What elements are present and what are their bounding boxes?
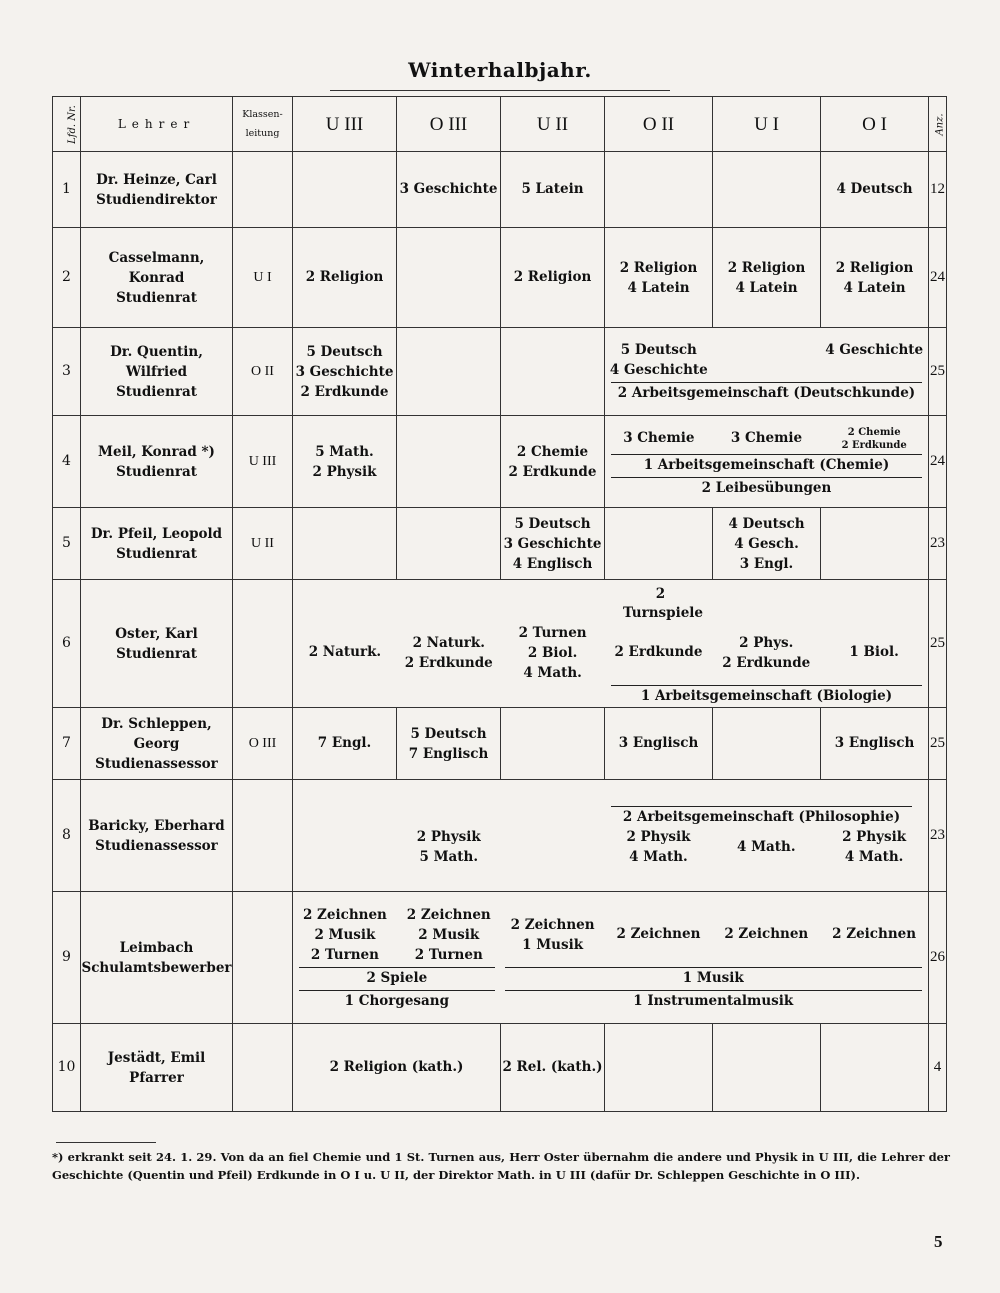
lesson: 4 Geschichte xyxy=(609,362,708,378)
class-lead xyxy=(233,1024,293,1112)
hours-total: 25 xyxy=(929,328,947,416)
joint-lesson: 2 Turnspiele xyxy=(623,585,704,621)
lesson: 4 Englisch xyxy=(512,555,593,572)
cell-u3-o1 xyxy=(293,892,929,1024)
lesson: 2 Erdkunde xyxy=(508,463,597,480)
cell-u3: 7 Engl. xyxy=(293,708,397,780)
teacher-role: Studienrat xyxy=(116,545,197,562)
class-lead xyxy=(233,580,293,708)
cell-o1: 3 Englisch xyxy=(821,708,929,780)
page-number: 5 xyxy=(934,1232,943,1251)
header-class-u3: U III xyxy=(293,97,397,152)
cell-o1 xyxy=(820,827,928,867)
lesson: 5 Math. xyxy=(419,849,479,865)
teacher-cell xyxy=(81,1024,233,1112)
class-lead: O III xyxy=(233,708,293,780)
cell-u2 xyxy=(501,708,605,780)
cell-u2 xyxy=(501,508,605,580)
table-row xyxy=(53,708,947,780)
lesson: 2 Musik xyxy=(418,926,480,943)
lesson: 5 Deutsch xyxy=(620,342,697,358)
footnote-rule xyxy=(56,1142,156,1143)
row-number: 2 xyxy=(53,228,81,328)
row-number: 5 xyxy=(53,508,81,580)
lesson: 2 Naturk. xyxy=(412,634,485,651)
joint-lesson: 1 Chorgesang xyxy=(299,990,495,1011)
lesson: 2 Erdkunde xyxy=(841,439,907,451)
lesson: 2 Religion xyxy=(727,259,806,276)
lesson: 2 Religion xyxy=(619,259,698,276)
lesson: 2 Physik xyxy=(312,463,377,480)
class-lead: O II xyxy=(233,328,293,416)
header-klassenleitung: Klassen-leitung xyxy=(233,97,293,152)
cell-u2 xyxy=(501,416,605,508)
cell-o3 xyxy=(397,905,501,965)
class-lead: U II xyxy=(233,508,293,580)
lesson: 2 Zeichnen xyxy=(302,906,387,923)
cell-u3 xyxy=(293,152,397,228)
cell-o3: 3 Geschichte xyxy=(397,152,501,228)
teacher-cell xyxy=(81,228,233,328)
teacher-role: Studiendirektor xyxy=(96,191,217,208)
lesson: 2 Zeichnen xyxy=(406,906,491,923)
lesson: 2 Religion xyxy=(835,259,914,276)
lesson: 3 Geschichte xyxy=(503,535,602,552)
lesson: 2 Physik xyxy=(842,829,907,845)
teacher-cell xyxy=(81,416,233,508)
page-title: Winterhalbjahr. xyxy=(408,58,592,82)
teacher-name: Casselmann, Konrad xyxy=(108,249,205,286)
cell-o2 xyxy=(605,340,713,380)
lesson: 5 Deutsch xyxy=(306,343,383,360)
lesson: 2 Physik xyxy=(416,829,481,845)
teacher-cell xyxy=(81,508,233,580)
teacher-cell xyxy=(81,328,233,416)
table-row xyxy=(53,416,947,508)
lesson: 5 Deutsch xyxy=(410,725,487,742)
cell-o3 xyxy=(397,328,501,416)
cell-o2 xyxy=(605,1024,713,1112)
cell-o3 xyxy=(397,633,501,673)
joint-lesson: 1 Instrumentalmusik xyxy=(505,990,922,1011)
lesson: 2 Zeichnen xyxy=(510,916,595,933)
cell-u3: 2 Religion xyxy=(293,228,397,328)
joint-block-right xyxy=(605,965,928,1011)
cell-u1 xyxy=(713,152,821,228)
row-number: 10 xyxy=(53,1024,81,1112)
cell-u3 xyxy=(293,416,397,508)
cell-u1 xyxy=(712,633,820,673)
cell-u1 xyxy=(713,508,821,580)
lesson: 2 Erdkunde xyxy=(404,654,493,671)
joint-block-left xyxy=(293,965,501,1011)
cell-u1 xyxy=(713,228,821,328)
table-row xyxy=(53,1024,947,1112)
cell-u2: 2 Rel. (kath.) xyxy=(501,1024,605,1112)
cell-u3: 2 Naturk. xyxy=(308,644,382,660)
cell-u1 xyxy=(713,708,821,780)
cell-o2-o1 xyxy=(605,328,929,416)
cell-u1: 2 Zeichnen xyxy=(724,926,809,942)
hours-total: 26 xyxy=(929,892,947,1024)
lesson: 2 Turnen xyxy=(518,624,587,641)
cell-o3 xyxy=(397,228,501,328)
cell-o3 xyxy=(397,508,501,580)
table-row xyxy=(53,228,947,328)
lesson: 7 Englisch xyxy=(408,745,489,762)
lesson: 3 Geschichte xyxy=(295,363,394,380)
teacher-role: Pfarrer xyxy=(129,1069,184,1086)
teacher-role: Studienrat xyxy=(116,289,197,306)
lesson: 2 Chemie xyxy=(516,443,589,460)
hours-total: 25 xyxy=(929,580,947,708)
cell-u3-o3: 2 Religion (kath.) xyxy=(293,1024,501,1112)
cell-o2-o1 xyxy=(605,416,929,508)
cell-u2 xyxy=(501,915,605,955)
teacher-cell xyxy=(81,152,233,228)
header-class-u1: U I xyxy=(713,97,821,152)
teacher-name: Jestädt, Emil xyxy=(107,1049,206,1066)
hours-total: 12 xyxy=(929,152,947,228)
hours-total: 23 xyxy=(929,508,947,580)
lesson: 4 Math. xyxy=(844,849,904,865)
lesson: 4 Latein xyxy=(843,279,906,296)
teacher-name: Dr. Quentin, xyxy=(110,343,203,360)
header-row xyxy=(53,97,947,152)
cell-o1 xyxy=(821,508,929,580)
lesson: 4 Geschichte xyxy=(825,342,924,358)
teacher-cell xyxy=(81,780,233,892)
cell-o1: 4 Deutsch xyxy=(821,152,929,228)
cell-u1 xyxy=(713,340,821,380)
header-class-o3: O III xyxy=(397,97,501,152)
teacher-cell xyxy=(81,580,233,708)
lesson: 4 Deutsch xyxy=(728,515,805,532)
teacher-role: Studienrat xyxy=(116,645,197,662)
cell-o2: 2 Erdkunde xyxy=(614,644,703,660)
lesson: 3 Engl. xyxy=(739,555,794,572)
joint-lesson: 1 Arbeitsgemeinschaft (Biologie) xyxy=(611,685,922,706)
table-row xyxy=(53,892,947,1024)
schedule-table xyxy=(52,96,947,1112)
hours-total: 24 xyxy=(929,228,947,328)
lesson: 5 Deutsch xyxy=(514,515,591,532)
schedule-table-wrapper xyxy=(52,96,946,1112)
header-class-o2: O II xyxy=(605,97,713,152)
lesson: 4 Gesch. xyxy=(734,535,799,552)
table-row xyxy=(53,152,947,228)
teacher-role: Studienassessor xyxy=(95,837,218,854)
header-class-u2: U II xyxy=(501,97,605,152)
teacher-name: Oster, Karl xyxy=(115,625,198,642)
joint-lesson: 1 Musik xyxy=(505,967,922,988)
header-class-o1: O I xyxy=(821,97,929,152)
cell-u1 xyxy=(713,1024,821,1112)
cell-o3 xyxy=(397,708,501,780)
hours-total: 23 xyxy=(929,780,947,892)
teacher-cell xyxy=(81,892,233,1024)
cell-u2: 5 Latein xyxy=(501,152,605,228)
hours-total: 25 xyxy=(929,708,947,780)
cell-o2 xyxy=(605,152,713,228)
header-lehrer: Lehrer xyxy=(81,97,233,152)
row-number: 9 xyxy=(53,892,81,1024)
header-anz: Anz. xyxy=(929,97,947,152)
cell-o1 xyxy=(820,340,928,380)
class-lead xyxy=(233,892,293,1024)
cell-o1 xyxy=(821,1024,929,1112)
row-number: 1 xyxy=(53,152,81,228)
class-lead: U III xyxy=(233,416,293,508)
lesson: 2 Musik xyxy=(314,926,376,943)
class-lead xyxy=(233,780,293,892)
row-number: 3 xyxy=(53,328,81,416)
cell-u3 xyxy=(293,328,397,416)
cell-o2: 3 Chemie xyxy=(623,430,695,446)
lesson: 2 Erdkunde xyxy=(722,654,811,671)
teacher-name: Dr. Heinze, Carl xyxy=(96,171,217,188)
teacher-name: Leimbach xyxy=(119,939,194,956)
joint-lesson: 2 Arbeitsgemeinschaft (Deutschkunde) xyxy=(611,382,922,403)
cell-o1: 1 Biol. xyxy=(849,644,899,660)
table-row xyxy=(53,780,947,892)
cell-o3 xyxy=(397,416,501,508)
class-lead: U I xyxy=(233,228,293,328)
teacher-name: Dr. Schleppen, xyxy=(101,715,212,732)
teacher-cell xyxy=(81,708,233,780)
joint-lesson: 1 Arbeitsgemeinschaft (Chemie) xyxy=(611,454,922,475)
table-row xyxy=(53,508,947,580)
teacher-role: Studienassessor xyxy=(95,755,218,772)
lesson: 2 Turnen xyxy=(310,946,379,963)
title-rule xyxy=(330,90,670,91)
lesson: 2 Turnen xyxy=(414,946,483,963)
row-number: 8 xyxy=(53,780,81,892)
cell-o2: 3 Englisch xyxy=(605,708,713,780)
lesson: 5 Math. xyxy=(315,443,374,460)
hours-total: 24 xyxy=(929,416,947,508)
teacher-role: Schulamtsbewerber xyxy=(81,959,232,976)
lesson: 2 Erdkunde xyxy=(300,383,389,400)
lesson: 2 Biol. xyxy=(527,644,578,661)
joint-lesson: 2 Spiele xyxy=(299,967,495,988)
cell-u2 xyxy=(501,328,605,416)
cell-u3-o1 xyxy=(293,780,929,892)
lesson: 1 Musik xyxy=(522,936,584,953)
teacher-name: Baricky, Eberhard xyxy=(88,817,225,834)
teacher-name-2: Wilfried xyxy=(125,363,188,380)
cell-o2 xyxy=(605,508,713,580)
table-row xyxy=(53,328,947,416)
teacher-name: Dr. Pfeil, Leopold xyxy=(90,525,223,542)
lesson: 2 Physik xyxy=(626,829,691,845)
cell-u1: 3 Chemie xyxy=(730,430,803,446)
lesson: 4 Math. xyxy=(523,664,582,681)
joint-lesson: 2 Arbeitsgemeinschaft (Philosophie) xyxy=(611,806,912,827)
cell-o2 xyxy=(605,827,713,867)
cell-o1 xyxy=(821,228,929,328)
teacher-name-2: Georg xyxy=(133,735,180,752)
class-lead xyxy=(233,152,293,228)
cell-o1 xyxy=(820,426,928,452)
teacher-role: Studienrat xyxy=(116,383,197,400)
footnote: *) erkrankt seit 24. 1. 29. Von da an fiel Chemie und 1 St. Turnen aus, Herr Oster übernahm die andere und Physik in U III, die Lehrer der Geschichte (Quentin und Pfeil) Erdkunde in O I u. U II, der Direktor Math. in U III (dafür Dr. Schleppen Geschichte in O III). xyxy=(52,1150,950,1182)
joint-lesson: 2 Leibesübungen xyxy=(611,477,922,498)
lesson: 4 Latein xyxy=(627,279,690,296)
lesson: 2 Chemie xyxy=(847,426,901,438)
lesson: 4 Latein xyxy=(735,279,798,296)
cell-u2: 2 Religion xyxy=(501,228,605,328)
table-row xyxy=(53,580,947,708)
header-nr: Lfd. Nr. xyxy=(53,97,81,152)
cell-o3 xyxy=(397,827,501,867)
cell-o1: 2 Zeichnen xyxy=(832,926,917,942)
hours-total: 4 xyxy=(929,1024,947,1112)
teacher-name: Meil, Konrad *) xyxy=(98,443,215,460)
teacher-role: Studienrat xyxy=(116,463,197,480)
lesson: 2 Phys. xyxy=(739,634,794,651)
cell-u3 xyxy=(293,905,397,965)
cell-u3-o1 xyxy=(293,580,929,708)
row-number: 6 xyxy=(53,580,81,708)
lesson: 4 Math. xyxy=(629,849,688,865)
cell-o2: 2 Zeichnen xyxy=(616,926,701,942)
cell-u1: 4 Math. xyxy=(737,838,796,855)
row-number: 7 xyxy=(53,708,81,780)
cell-o2 xyxy=(605,228,713,328)
cell-u3 xyxy=(293,508,397,580)
cell-u2 xyxy=(501,623,605,683)
row-number: 4 xyxy=(53,416,81,508)
